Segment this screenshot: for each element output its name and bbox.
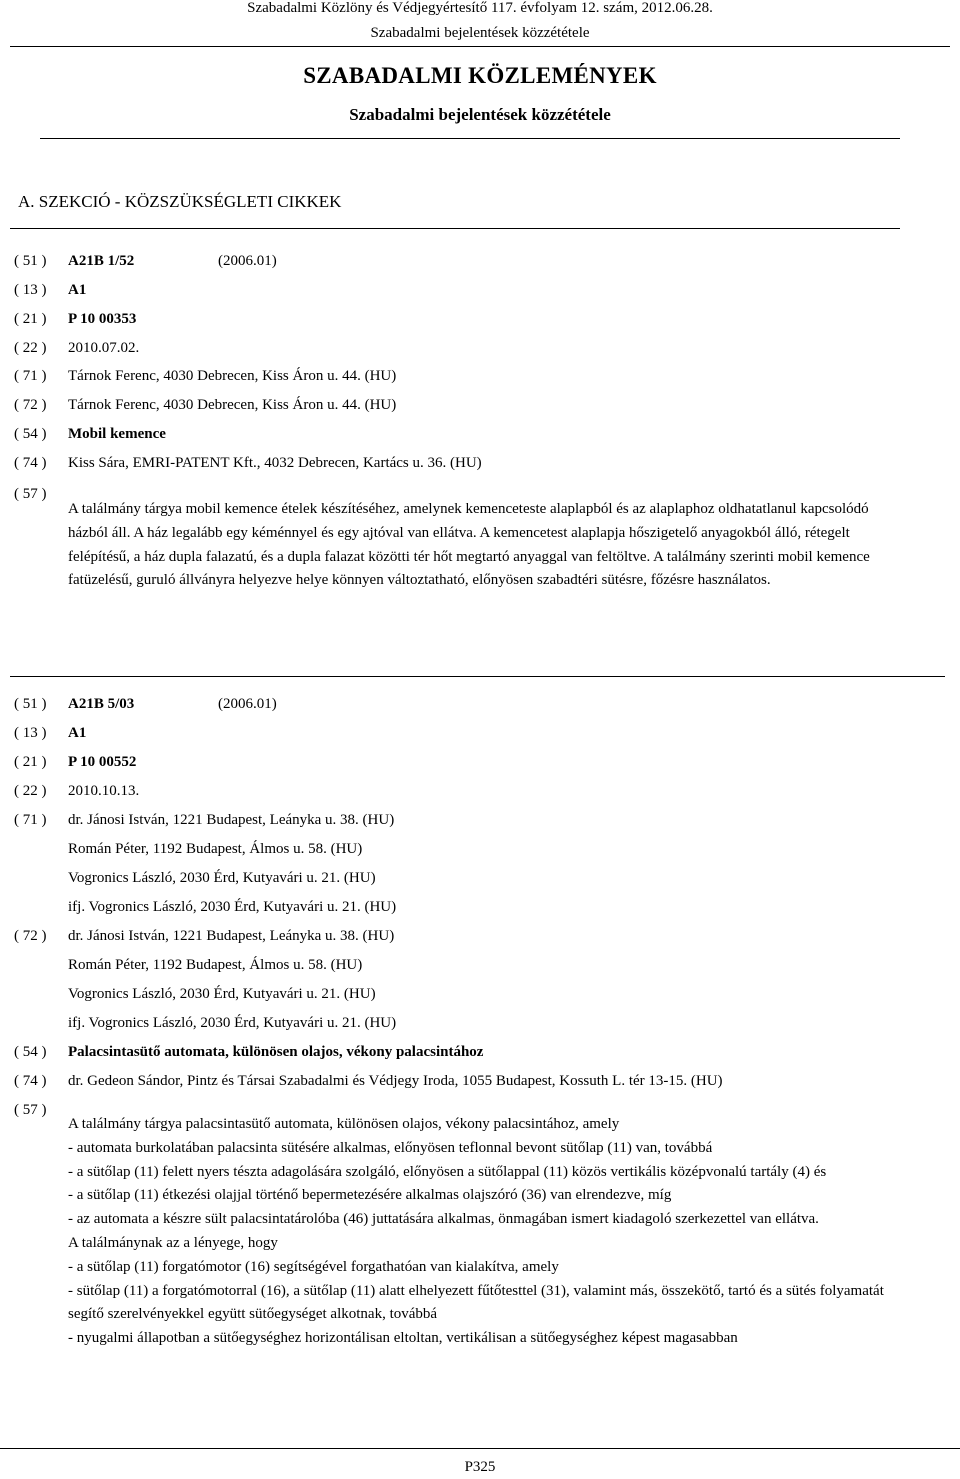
agent: Kiss Sára, EMRI-PATENT Kft., 4032 Debrecen, Kartács u. 36. (HU) <box>68 455 482 471</box>
page-subtitle: Szabadalmi bejelentések közzététele <box>349 105 611 124</box>
inventor: Román Péter, 1192 Budapest, Álmos u. 58. (HU) <box>68 957 363 973</box>
ipc-class: A21B 5/03 <box>68 696 135 712</box>
inventor: ifj. Vogronics László, 2030 Érd, Kutyavári u. 21. (HU) <box>68 1015 397 1031</box>
abstract-line: - sütőlap (11) a forgatómotorral (16), a sütőlap (11) alatt elhelyezett fűtőtesttel (31), valamint más, összekötő, tartó és a sütés folyamatát segítő szerelvényekkel együtt sütőegységet alkotnak, továbbá <box>68 1282 884 1323</box>
ipc-date: (2006.01) <box>218 696 277 712</box>
agent: dr. Gedeon Sándor, Pintz és Társai Szabadalmi és Védjegy Iroda, 1055 Budapest, Kossuth L. tér 13-15. (HU) <box>68 1073 723 1089</box>
application-number: P 10 00353 <box>68 311 137 327</box>
application-number: P 10 00552 <box>68 754 137 770</box>
abstract-line: - automata burkolatában palacsinta sütésére alkalmas, előnyösen teflonnal bevont sütőlap (11) van, továbbá <box>68 1139 713 1156</box>
page-number: P325 <box>464 1459 496 1475</box>
applicant: dr. Jánosi István, 1221 Budapest, Leányka u. 38. (HU) <box>68 812 395 828</box>
running-header-line1: Szabadalmi Közlöny és Védjegyértesítő 117. évfolyam 12. szám, 2012.06.28. <box>247 0 713 16</box>
filing-date: 2010.10.13. <box>68 783 140 799</box>
section-title: A. SZEKCIÓ - KÖZSZÜKSÉGLETI CIKKEK <box>18 192 342 211</box>
kind-code: A1 <box>68 282 87 298</box>
section-rule <box>10 228 900 229</box>
invention-title: Palacsintasütő automata, különösen olajos, vékony palacsintához <box>68 1044 484 1060</box>
abstract-line: - az automata a készre sült palacsintatárolóba (46) juttatására alkalmas, önmagában ismert kiadagoló szerkezettel van ellátva. <box>68 1211 819 1228</box>
applicant: ifj. Vogronics László, 2030 Érd, Kutyavári u. 21. (HU) <box>68 899 397 915</box>
inventor: Vogronics László, 2030 Érd, Kutyavári u. 21. (HU) <box>68 986 376 1002</box>
ipc-date: (2006.01) <box>218 253 277 269</box>
entry-separator <box>10 676 945 677</box>
abstract: A találmány tárgya mobil kemence ételek készítéséhez, amelynek kemenceteste alaplapból és az alaplaphoz oldhatatlanul kapcsolódó házból áll. A ház legalább egy kéménnyel és egy ajtóval van ellátva. A kemencetest alaplapja hőszigetelő anyagokból álló, rétegelt felépítésű, a ház dupla falazatú, és a dupla falazat közötti tér hőt megtartó anyaggal van feltöltve. A találmány szerinti mobil kemence fatüzelésű, guruló állványra helyezve helye könnyen változtatható, előnyösen szabadtéri sütésre, főzésre használatos. <box>68 501 870 589</box>
filing-date: 2010.07.02. <box>68 340 140 356</box>
invention-title: Mobil kemence <box>68 426 166 442</box>
inventor: dr. Jánosi István, 1221 Budapest, Leányka u. 38. (HU) <box>68 928 395 944</box>
abstract-line: - nyugalmi állapotban a sütőegységhez horizontálisan eltoltan, vertikálisan a sütőegységhez képest magasabban <box>68 1330 738 1347</box>
abstract <box>68 1113 918 1351</box>
running-header-line2: Szabadalmi bejelentések közzététele <box>370 25 590 41</box>
abstract-line: - a sütőlap (11) étkezési olajjal történő bepermetezésére alkalmas olajszóró (36) van elrendezve, míg <box>68 1187 672 1204</box>
applicant: Román Péter, 1192 Budapest, Álmos u. 58. (HU) <box>68 841 363 857</box>
kind-code: A1 <box>68 725 87 741</box>
abstract-line: - a sütőlap (11) felett nyers tészta adagolására szolgáló, előnyösen a sütőlappal (11) közös vertikális középvonalú tartály (4) és <box>68 1163 827 1180</box>
abstract-line: - a sütőlap (11) forgatómotor (16) segítségével forgathatóan van kialakítva, amely <box>68 1258 559 1275</box>
abstract-line: A találmánynak az a lényege, hogy <box>68 1234 278 1251</box>
ipc-class: A21B 1/52 <box>68 253 135 269</box>
footer-rule <box>0 1448 960 1449</box>
inventor: Tárnok Ferenc, 4030 Debrecen, Kiss Áron u. 44. (HU) <box>68 397 397 413</box>
abstract-line: A találmány tárgya palacsintasütő automata, különösen olajos, vékony palacsintához, amely <box>68 1116 620 1132</box>
applicant: Tárnok Ferenc, 4030 Debrecen, Kiss Áron u. 44. (HU) <box>68 368 397 384</box>
header-rule <box>10 46 950 47</box>
title-rule <box>40 138 900 139</box>
applicant: Vogronics László, 2030 Érd, Kutyavári u. 21. (HU) <box>68 870 376 886</box>
page-title: SZABADALMI KÖZLEMÉNYEK <box>303 63 657 88</box>
